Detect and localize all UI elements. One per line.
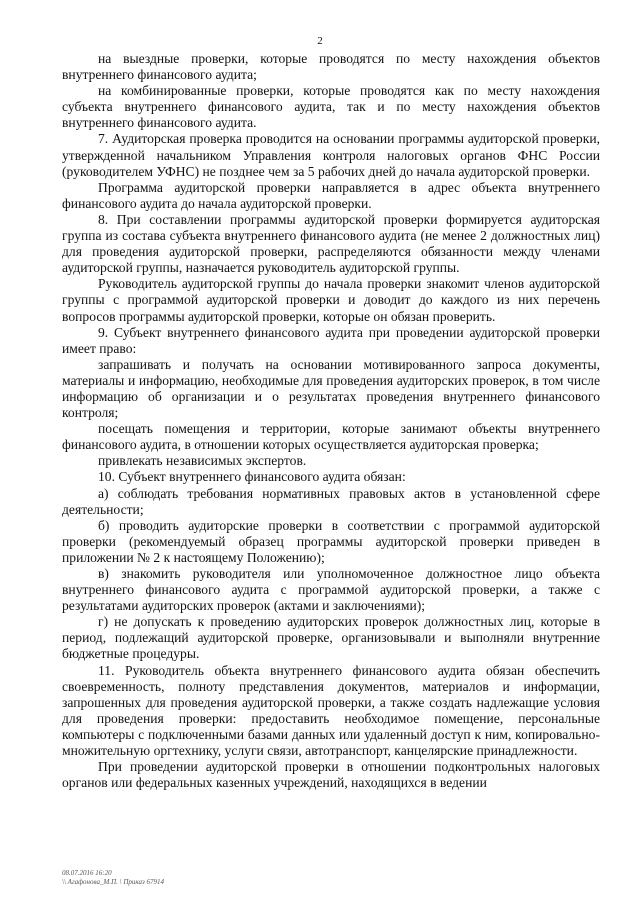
footer-stamp (62, 869, 164, 887)
page-number: 2 (317, 35, 323, 47)
paragraph: на комбинированные проверки, которые проводятся как по месту нахождения субъекта внутреннего финансового аудита, так и по месту нахождения объектов внутреннего финансового аудита. (62, 83, 600, 131)
document-body (62, 51, 600, 791)
paragraph: При проведении аудиторской проверки в отношении подконтрольных налоговых органов или федеральных казенных учреждений, находящихся в ведении (62, 759, 600, 791)
paragraph: привлекать независимых экспертов. (98, 453, 307, 469)
paragraph: Руководитель аудиторской группы до начала проверки знакомит членов аудиторской группы с программой аудиторской проверки и доводит до каждого из них перечень вопросов программы аудиторской проверки, которые он обязан проверить. (62, 276, 600, 324)
paragraph: на выездные проверки, которые проводятся по месту нахождения объектов внутреннего финансового аудита; (62, 51, 600, 83)
paragraph: 10. Субъект внутреннего финансового аудита обязан: (98, 469, 406, 485)
footer-date: 08.07.2016 16:20 (62, 869, 112, 877)
paragraph: б) проводить аудиторские проверки в соответствии с программой аудиторской проверки (рекомендуемый образец программы аудиторской проверки приведен в приложении № 2 к настоящему Положению); (62, 517, 600, 565)
paragraph: 9. Субъект внутреннего финансового аудита при проведении аудиторской проверки имеет право: (62, 324, 600, 356)
paragraph: 8. При составлении программы аудиторской проверки формируется аудиторская группа из состава субъекта внутреннего финансового аудита (не менее 2 должностных лиц) для проведения аудиторской проверки, распределяются обязанности между членами аудиторской группы, назначается руководитель аудиторской группы. (62, 211, 600, 276)
paragraph: 7. Аудиторская проверка проводится на основании программы аудиторской проверки, утвержденной начальником Управления контроля налоговых органов ФНС России (руководителем УФНС) не позднее чем за 5 рабочих дней до начала аудиторской проверки. (62, 131, 600, 179)
paragraph: г) не допускать к проведению аудиторских проверок должностных лиц, которые в период, подлежащий аудиторской проверке, организовывали и выполняли внутренние бюджетные процедуры. (62, 614, 600, 662)
paragraph: посещать помещения и территории, которые занимают объекты внутреннего финансового аудита, в отношении которых осуществляется аудиторская проверка; (62, 421, 600, 453)
footer-file-path: \\ Агафонова_М.П. \ Приказ 67914 (62, 878, 164, 886)
paragraph: запрашивать и получать на основании мотивированного запроса документы, материалы и информацию, необходимые для проведения аудиторских проверок, в том числе информацию об организации и о результатах проведения внутреннего финансового контроля; (62, 356, 600, 421)
paragraph: в) знакомить руководителя или уполномоченное должностное лицо объекта внутреннего финансового аудита с программой аудиторской проверки, а также с результатами аудиторских проверок (актами и заключениями); (62, 566, 600, 614)
paragraph: а) соблюдать требования нормативных правовых актов в установленной сфере деятельности; (62, 485, 600, 517)
paragraph: Программа аудиторской проверки направляется в адрес объекта внутреннего финансового аудита до начала аудиторской проверки. (62, 179, 600, 211)
paragraph: 11. Руководитель объекта внутреннего финансового аудита обязан обеспечить своевременность, полноту представления документов, материалов и информации, запрошенных для проведения аудиторской проверки, а также создать надлежащие условия для проведения проверки: предоставить необходимое помещение, персональные компьютеры с подключенными базами данных или удаленный доступ к ним, копировально-множительную оргтехнику, услуги связи, автотранспорт, канцелярские принадлежности. (62, 662, 600, 759)
